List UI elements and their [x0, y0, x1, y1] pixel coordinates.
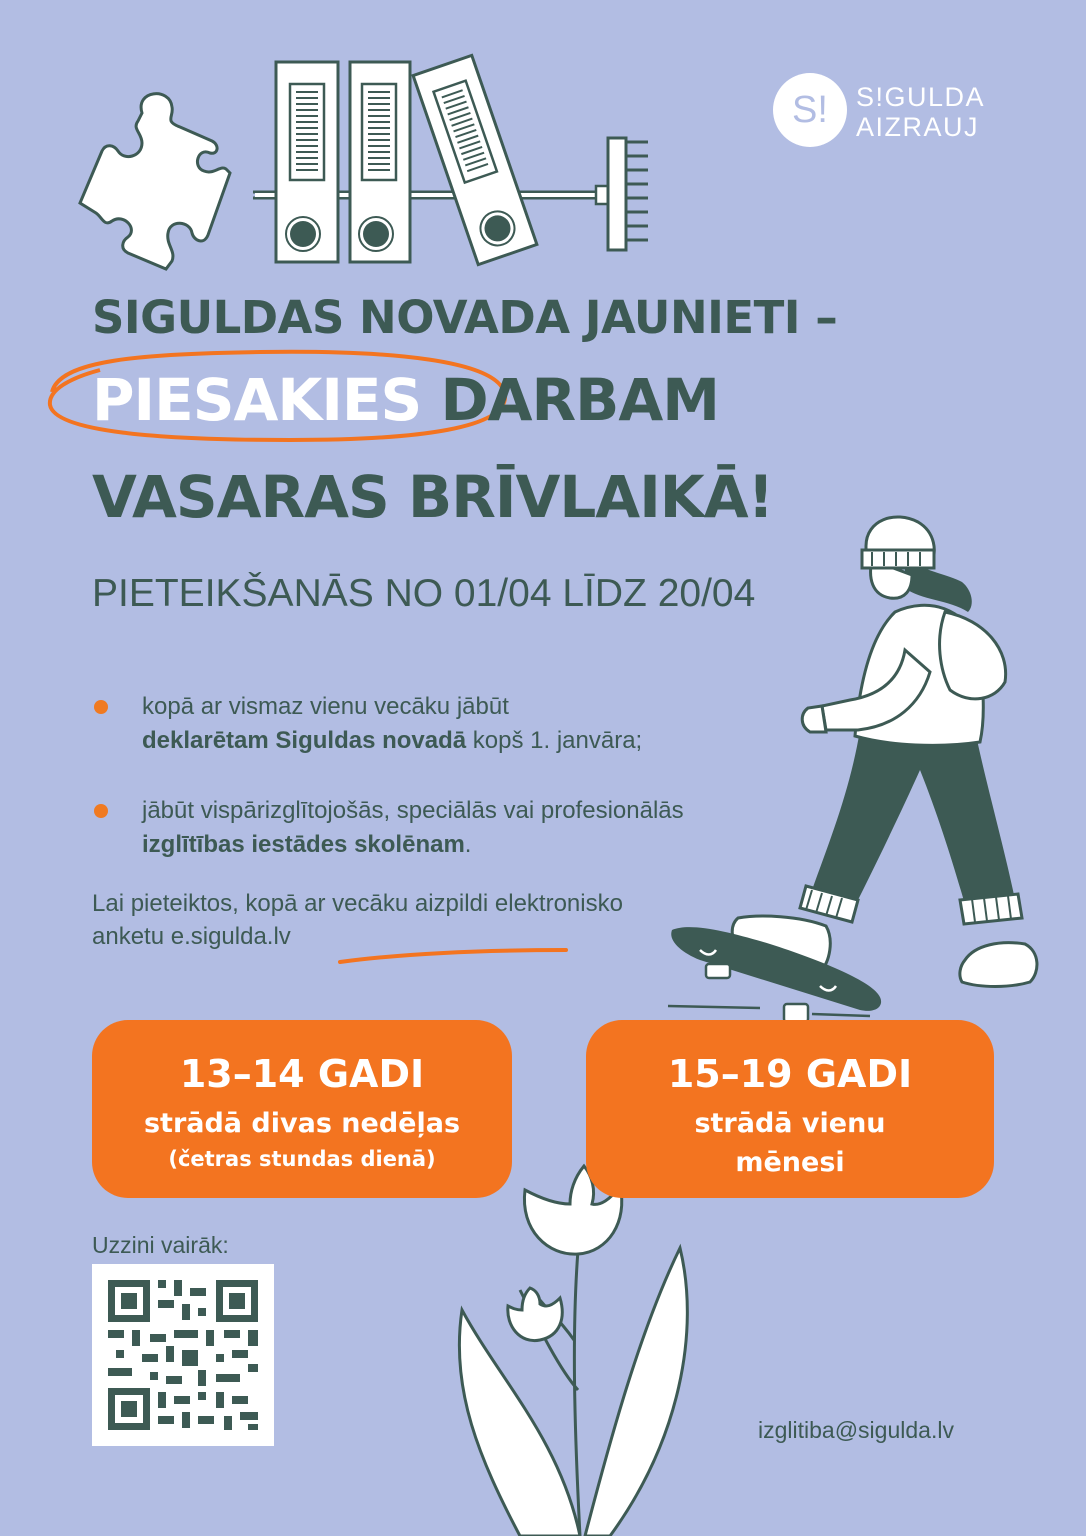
requirement-text-end: . — [464, 831, 472, 858]
flower-illustration — [459, 1166, 687, 1536]
age-duration: strādā vienu — [694, 1108, 886, 1139]
rake-icon — [596, 138, 648, 250]
heading-line3: VASARAS BRĪVLAIKĀ! — [92, 463, 774, 531]
binder-icon — [276, 62, 338, 262]
requirement-text: jābūt vispārizglītojošās, speciālās vai profesionālās — [142, 797, 684, 824]
binder-icon — [350, 62, 410, 262]
age-hours: (četras stundas dienā) — [168, 1147, 436, 1171]
age-duration: strādā divas nedēļas — [143, 1108, 461, 1139]
heading-highlight: PIESAKIES — [92, 366, 422, 434]
application-period: PIETEIKŠANĀS NO 01/04 LĪDZ 20/04 — [92, 572, 756, 615]
heading-line2-rest: DARBAM — [421, 366, 719, 434]
age-range: 15–19 GADI — [667, 1052, 913, 1096]
age-card-13-14 — [92, 1020, 512, 1198]
logo-line2: AIZRAUJ — [856, 112, 980, 142]
requirements-list — [92, 690, 792, 898]
logo-wordmark — [856, 82, 985, 142]
requirement-item — [92, 794, 792, 862]
requirement-bold: deklarētam Siguldas novadā — [142, 727, 467, 754]
age-range: 13–14 GADI — [179, 1052, 425, 1096]
logo-mark-text — [773, 73, 847, 147]
apply-link[interactable]: e.sigulda.lv — [170, 923, 291, 950]
more-info-label: Uzzini vairāk: — [92, 1232, 229, 1258]
logo-line1: S!GULDA — [856, 82, 986, 112]
puzzle-icon — [80, 94, 230, 269]
requirement-bold: izglītības iestādes skolēnam — [142, 831, 465, 858]
bullet-dot-icon — [94, 700, 108, 714]
logo-symbol: S! — [792, 88, 828, 131]
requirement-text: kopā ar vismaz vienu vecāku jābūt — [142, 693, 509, 720]
requirement-text-end: kopš 1. janvāra; — [466, 727, 643, 754]
heading-line1: SIGULDAS NOVADA JAUNIETI – — [92, 291, 838, 344]
qr-code[interactable] — [92, 1264, 274, 1446]
contact-email[interactable]: izglitiba@sigulda.lv — [758, 1417, 954, 1443]
requirement-item — [92, 690, 792, 758]
qr-code-graphic — [92, 1264, 274, 1446]
binder-icon — [413, 55, 537, 264]
cuff-right — [960, 894, 1022, 924]
heading-line2 — [92, 366, 719, 434]
bullet-dot-icon — [94, 804, 108, 818]
apply-info — [92, 887, 692, 953]
age-duration-2: mēnesi — [735, 1147, 845, 1178]
apply-text: Lai pieteiktos, kopā ar vecāku aizpildi elektronisko anketu — [92, 890, 623, 950]
age-card-15-19 — [586, 1020, 994, 1198]
